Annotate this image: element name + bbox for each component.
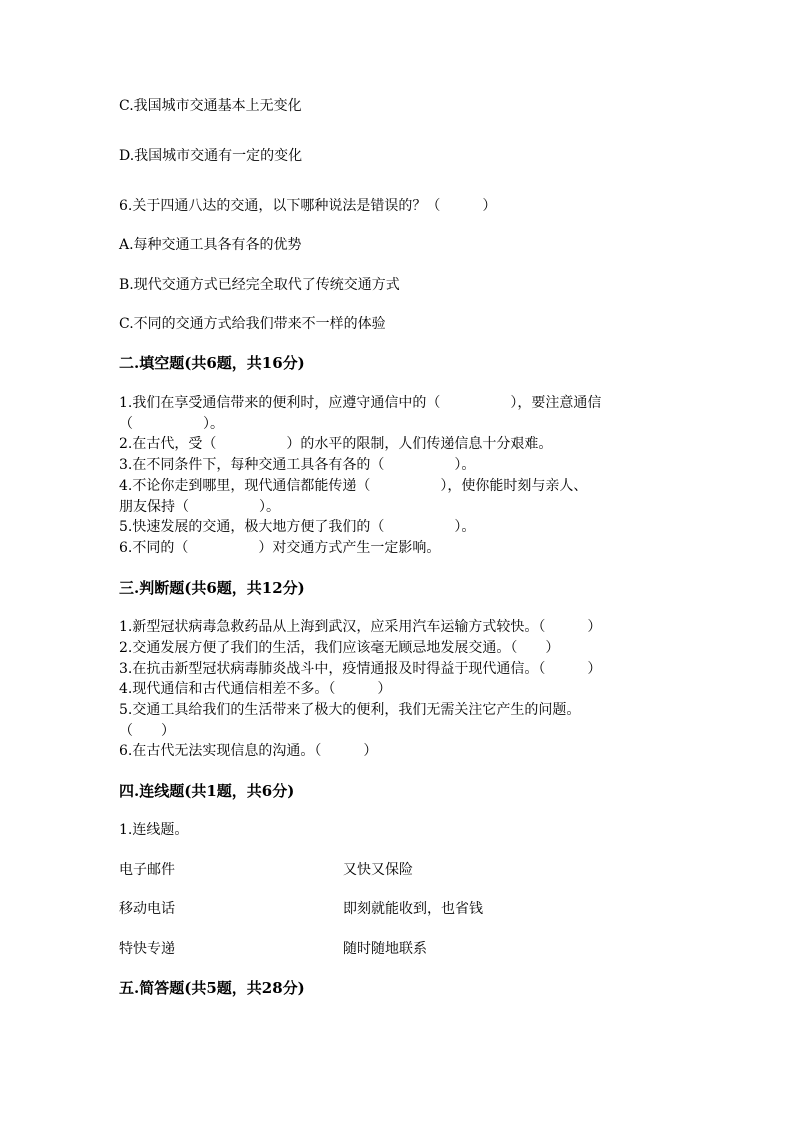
judge-item: 4.现代通信和古代通信相差不多。（ ） (119, 681, 392, 697)
fill-item: 3.在不同条件下，每种交通工具各有各的（ ）。 (119, 457, 476, 473)
question-6-option-c: C.不同的交通方式给我们带来不一样的体验 (119, 316, 386, 332)
fill-item: 2.在古代，受（ ）的水平的限制，人们传递信息十分艰难。 (119, 436, 553, 452)
option-d: D.我国城市交通有一定的变化 (119, 148, 303, 164)
matching-question: 1.连线题。 (119, 822, 189, 838)
fill-item: 5.快速发展的交通，极大地方便了我们的（ ）。 (119, 519, 476, 535)
section-2-heading: 二.填空题(共6题，共16分) (119, 354, 305, 372)
section-5-heading: 五.简答题(共5题，共28分) (119, 979, 305, 997)
fill-item: 朋友保持（ ）。 (119, 499, 280, 515)
judge-item: 2.交通发展方便了我们的生活，我们应该毫无顾忌地发展交通。（ ） (119, 640, 560, 656)
judge-item: 6.在古代无法实现信息的沟通。（ ） (119, 743, 378, 759)
question-6-option-b: B.现代交通方式已经完全取代了传统交通方式 (119, 277, 400, 293)
option-c: C.我国城市交通基本上无变化 (119, 98, 302, 114)
section-3-heading: 三.判断题(共6题，共12分) (119, 579, 305, 597)
fill-item: （ ）。 (119, 416, 224, 432)
matching-right-item: 又快又保险 (343, 862, 413, 878)
fill-item: 6.不同的（ ）对交通方式产生一定影响。 (119, 540, 441, 556)
question-6-option-a: A.每种交通工具各有各的优势 (119, 237, 302, 253)
question-6-stem: 6.关于四通八达的交通，以下哪种说法是错误的？（ ） (119, 198, 497, 214)
fill-item: 1.我们在享受通信带来的便利时，应遵守通信中的（ ），要注意通信 (119, 395, 602, 411)
matching-right-item: 随时随地联系 (343, 941, 427, 957)
fill-item: 4.不论你走到哪里，现代通信都能传递（ ），使你能时刻与亲人、 (119, 478, 588, 494)
section-4-heading: 四.连线题(共1题，共6分) (119, 782, 295, 800)
matching-right-item: 即刻就能收到，也省钱 (343, 901, 483, 917)
judge-item: 1.新型冠状病毒急救药品从上海到武汉，应采用汽车运输方式较快。（ ） (119, 619, 602, 635)
judge-item: 3.在抗击新型冠状病毒肺炎战斗中，疫情通报及时得益于现代通信。（ ） (119, 661, 602, 677)
judge-item: （ ） (119, 723, 175, 739)
matching-left-item: 移动电话 (119, 901, 175, 917)
matching-left-item: 特快专递 (119, 941, 175, 957)
judge-item: 5.交通工具给我们的生活带来了极大的便利，我们无需关注它产生的问题。 (119, 702, 581, 718)
matching-left-item: 电子邮件 (119, 862, 175, 878)
